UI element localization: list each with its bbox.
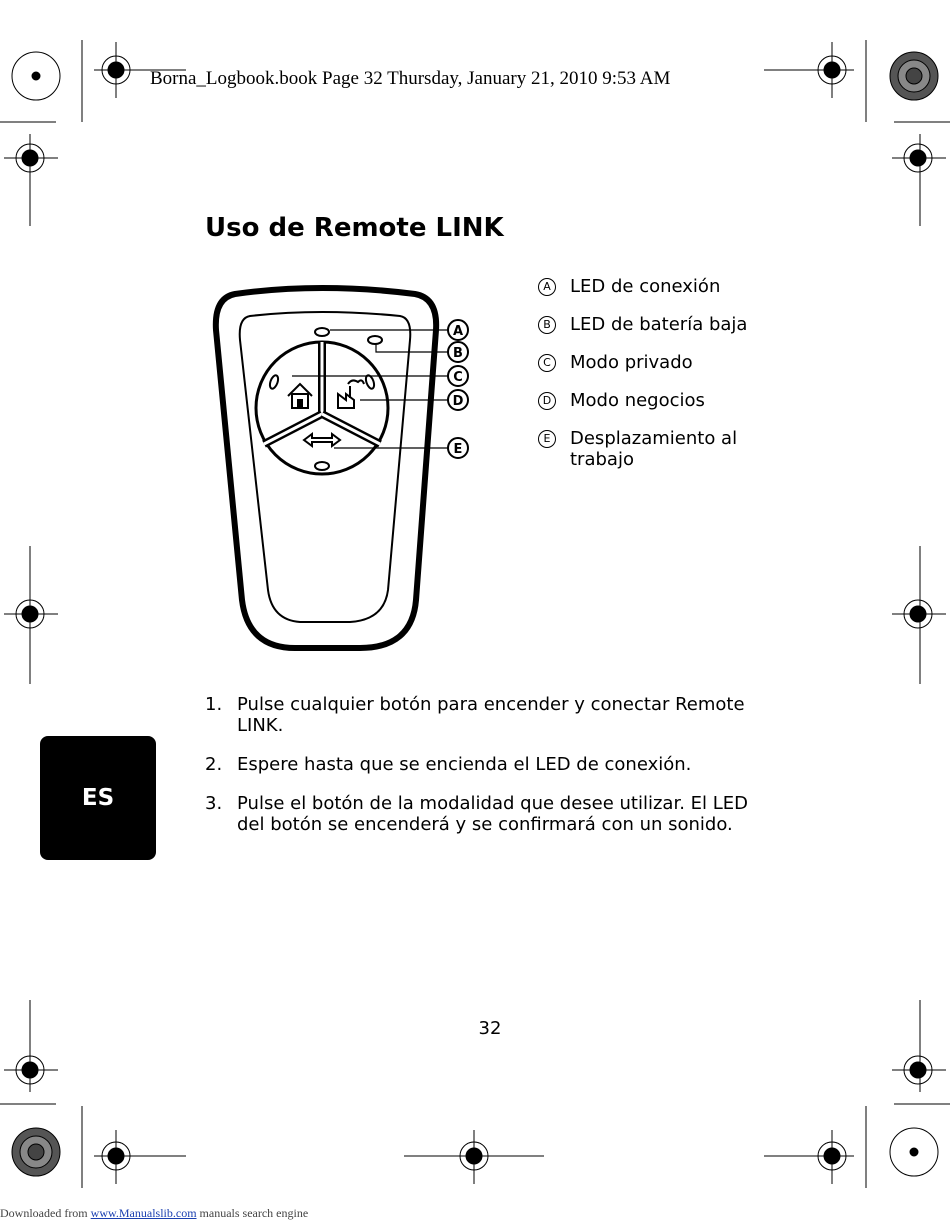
svg-text:D: D — [452, 394, 464, 409]
starburst-icon — [890, 1128, 938, 1176]
print-header: Borna_Logbook.book Page 32 Thursday, January 21, 2010 9:53 AM — [150, 68, 671, 89]
legend-key: A — [538, 278, 556, 296]
svg-text:E: E — [453, 442, 463, 457]
step-number: 2. — [205, 754, 223, 775]
crosshair-target-icon — [892, 546, 946, 684]
remote-link-diagram — [200, 280, 480, 660]
legend-key: C — [538, 354, 556, 372]
page-title: Uso de Remote LINK — [205, 213, 504, 243]
callout-d — [448, 390, 468, 410]
page-number: 32 — [478, 1018, 502, 1039]
low-battery-led — [368, 336, 382, 344]
starburst-icon — [890, 52, 938, 100]
legend-key: E — [538, 430, 556, 448]
crosshair-target-icon — [764, 1106, 866, 1188]
step-item — [205, 754, 785, 775]
language-tab: ES — [40, 736, 156, 860]
footer-suffix: manuals search engine — [196, 1206, 309, 1220]
legend-key: B — [538, 316, 556, 334]
connection-led — [315, 328, 329, 336]
legend-label: Modo negocios — [570, 390, 705, 411]
step-text: Pulse cualquier botón para encender y conectar Remote LINK. — [237, 694, 745, 736]
legend-item — [538, 276, 798, 297]
callout-c — [448, 366, 468, 386]
manualslib-link[interactable]: www.Manualslib.com — [90, 1206, 197, 1220]
legend-label: Desplazamiento al trabajo — [570, 428, 738, 470]
crosshair-target-icon — [404, 1130, 544, 1184]
step-number: 1. — [205, 694, 223, 715]
crosshair-target-icon — [892, 1000, 950, 1104]
crosshair-target-icon — [764, 40, 866, 122]
step-number: 3. — [205, 793, 223, 814]
legend-label: LED de conexión — [570, 276, 721, 297]
house-icon — [288, 384, 312, 408]
starburst-icon — [12, 1128, 60, 1176]
svg-text:C: C — [453, 370, 463, 385]
legend-item — [538, 390, 798, 411]
callout-a — [448, 320, 468, 340]
crosshair-target-icon — [82, 1106, 186, 1188]
legend-label: LED de batería baja — [570, 314, 748, 335]
legend-item — [538, 352, 798, 373]
callout-e — [448, 438, 468, 458]
crosshair-target-icon — [4, 546, 58, 684]
svg-text:B: B — [453, 346, 463, 361]
footer-prefix: Downloaded from — [0, 1206, 91, 1220]
legend-item — [538, 314, 798, 335]
step-text: Pulse el botón de la modalidad que desee utilizar. El LED del botón se encenderá y se confirmará con un sonido. — [237, 793, 749, 835]
legend-key: D — [538, 392, 556, 410]
step-text: Espere hasta que se encienda el LED de conexión. — [237, 754, 692, 775]
legend-list — [538, 276, 798, 487]
double-arrow-icon — [304, 434, 340, 446]
crosshair-target-icon — [892, 122, 950, 226]
crosshair-target-icon — [0, 122, 58, 226]
download-footer — [0, 1206, 308, 1221]
factory-icon — [338, 380, 364, 408]
starburst-icon — [12, 52, 60, 100]
legend-item — [538, 428, 798, 470]
step-item — [205, 694, 785, 736]
svg-text:A: A — [452, 324, 464, 339]
instruction-steps — [205, 694, 785, 853]
step-item — [205, 793, 785, 835]
legend-label: Modo privado — [570, 352, 693, 373]
callout-b — [448, 342, 468, 362]
crosshair-target-icon — [0, 1000, 58, 1104]
